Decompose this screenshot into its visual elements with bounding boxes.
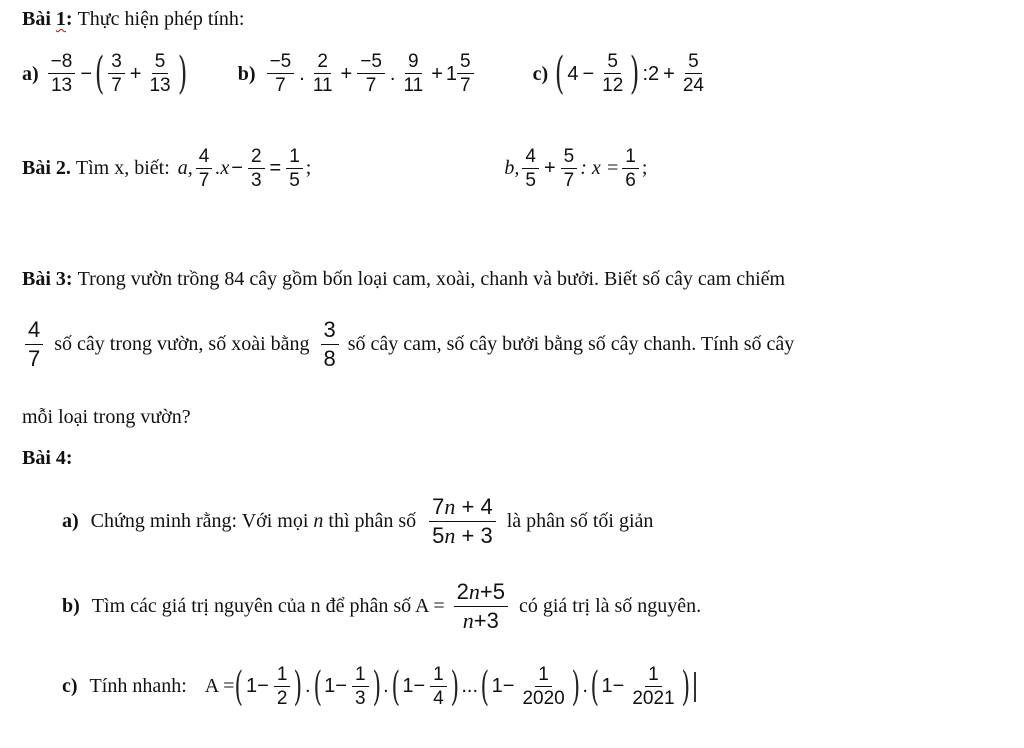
- bai3-line-3: [22, 406, 191, 429]
- bai1-c-fraction-2: $\frac{5}{24}$: [682, 51, 704, 96]
- bai4-heading: Bài 4:: [22, 447, 73, 469]
- bai2-b-label: b,: [504, 157, 520, 180]
- bai3-text-1: Trong vườn trồng 84 cây gồm bốn loại cam, xoài, chanh và bưởi. Biết số cây cam chiếm: [77, 268, 786, 290]
- bai1-b-fraction-3: $\frac{-5}{7}$: [357, 52, 385, 96]
- bai4-a-label: a): [62, 509, 79, 532]
- bai1-a-fraction-2: $\frac{3}{7}$: [108, 52, 125, 96]
- bai1-c-label: c): [532, 62, 549, 85]
- bai3-text-2a: số cây trong vườn, số xoài bằng: [54, 332, 310, 355]
- bai2-heading: Bài 2.: [22, 157, 71, 180]
- bai1-a-fraction-3: $\frac{5}{13}$: [149, 51, 171, 96]
- bai1-b-label: b): [237, 62, 256, 85]
- bai2-b-x: : x =: [580, 157, 620, 180]
- bai4-a-text-2: thì phân số: [328, 509, 417, 532]
- bai2-b-fraction-3: $\frac{1}{6}$: [622, 147, 639, 191]
- bai4-a-text-1: Chứng minh rằng: Với mọi: [90, 509, 309, 532]
- bai2-a-fraction-3: $\frac{1}{5}$: [286, 147, 303, 191]
- bai1-heading: [22, 8, 245, 31]
- bai2-b-fraction-2: $\frac{5}{7}$: [561, 147, 578, 191]
- bai1-b-fraction-5: $\frac{5}{7}$: [457, 52, 474, 96]
- bai1-b-mixed-integer: 1: [445, 62, 458, 85]
- bai3-fraction-1: $\frac{4}{7}$: [25, 318, 43, 370]
- bai1-c-fraction-1: $\frac{5}{12}$: [602, 51, 624, 96]
- bai4-a-row: [62, 495, 653, 547]
- bai2-b-fraction-1: $\frac{4}{5}$: [522, 147, 539, 191]
- bai3-heading: Bài 3:: [22, 268, 73, 290]
- bai4-c-A: A =: [204, 675, 235, 698]
- bai1-b-fraction-1: $\frac{-5}{7}$: [267, 52, 295, 96]
- bai4-c-fraction-3: $\frac{1}{4}$: [430, 665, 447, 709]
- bai1-row: a) $\frac{-8}{13}$ − ( $\frac{3}{7}$ + $\frac{5}{13}$ ) b) $\frac{-5}{7}$ . $\frac{2}{11}$ + $\frac{-5}{7}$ . $\frac{9}{11}$ + 1 $\frac{5}{7}$ c) ( 4 − $\frac{5}{12}$ ) :2 + $\frac{5}{24}$: [22, 52, 710, 96]
- bai1-heading-label: Bài: [22, 8, 51, 30]
- bai3-fraction-2: $\frac{3}{8}$: [321, 318, 339, 370]
- bai3-text-3: mỗi loại trong vườn?: [22, 406, 191, 428]
- bai4-c-fraction-5: $\frac{1}{2021}$: [632, 664, 675, 709]
- bai2-a-label: a,: [177, 157, 193, 180]
- bai1-heading-colon: :: [65, 8, 73, 30]
- bai4-a-n: n: [313, 509, 324, 532]
- bai4-heading-row: [22, 447, 73, 470]
- bai2-row: Bài 2. Tìm x, biết: a, $\frac{4}{7}$ .x − $\frac{2}{3}$ = $\frac{1}{5}$ ; b, $\frac{4}{5}$ + $\frac{5}{7}$ : x = $\frac{1}{6}$ ;: [22, 146, 648, 191]
- bai4-b-text-1: Tìm các giá trị nguyên của n để phân số A =: [91, 594, 445, 617]
- bai4-c-label: c): [62, 675, 78, 698]
- bai2-a-x: .x: [215, 157, 230, 180]
- bai4-c-text: Tính nhanh:: [89, 675, 187, 698]
- bai1-b-fraction-4: $\frac{9}{11}$: [403, 51, 424, 96]
- bai4-c-fraction-2: $\frac{1}{3}$: [352, 665, 369, 709]
- bai4-b-row: [62, 580, 701, 632]
- bai1-a-fraction-1: $\frac{-8}{13}$: [48, 52, 76, 96]
- bai1-a-label: a): [22, 62, 39, 85]
- bai4-a-fraction: $\frac{7n + 4}{5n + 3}$: [429, 495, 496, 547]
- bai1-c-four: 4: [567, 62, 579, 85]
- bai2-a-fraction-2: $\frac{2}{3}$: [248, 147, 265, 191]
- bai1-heading-number: 1: [55, 8, 66, 30]
- bai4-b-text-2: có giá trị là số nguyên.: [519, 594, 702, 617]
- bai3-text-2b: số cây cam, số cây bưởi bằng số cây chanh. Tính số cây: [347, 332, 795, 355]
- bai1-heading-text: Thực hiện phép tính:: [77, 8, 245, 30]
- text-cursor: [694, 672, 696, 702]
- bai2-a-fraction-1: $\frac{4}{7}$: [196, 147, 213, 191]
- bai3-line-2: [22, 318, 794, 370]
- bai4-b-label: b): [62, 594, 80, 617]
- bai4-c-fraction-4: $\frac{1}{2020}$: [522, 664, 565, 709]
- bai4-b-fraction: $\frac{2n+5}{n+3}$: [454, 580, 508, 632]
- bai2-text: Tìm x, biết:: [75, 157, 170, 180]
- bai1-b-fraction-2: $\frac{2}{11}$: [312, 51, 333, 96]
- bai3-line-1: [22, 268, 785, 291]
- bai4-c-fraction-1: $\frac{1}{2}$: [274, 665, 291, 709]
- bai4-c-row: c) Tính nhanh: A = ( 1− $\frac{1}{2}$ ) . ( 1− $\frac{1}{3}$ ) . ( 1− $\frac{1}{4}$ ) ... ( 1− $\frac{1}{2020}$ ) . ( 1− $\frac{1}{2021}$ ): [62, 665, 696, 709]
- bai4-a-text-3: là phân số tối giản: [506, 509, 654, 532]
- bai1-c-divide: :2: [642, 62, 660, 85]
